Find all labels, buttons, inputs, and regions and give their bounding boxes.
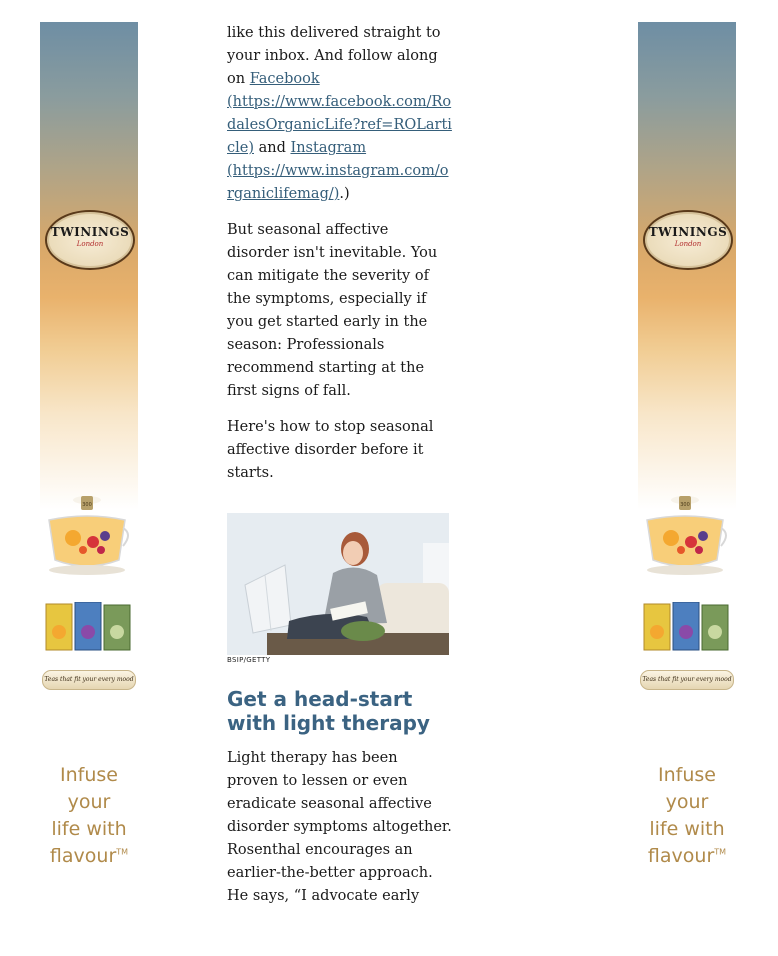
infuse-line-4: flavour™ bbox=[49, 845, 129, 867]
twinings-ad-left[interactable] bbox=[40, 22, 138, 892]
facebook-link[interactable]: Facebook (https://www.facebook.com/RodalesOrganicLife?ref=ROLarticle) bbox=[227, 71, 452, 156]
infuse-line-4: flavour™ bbox=[647, 845, 727, 867]
photo-credit: BSIP/GETTY bbox=[227, 656, 271, 664]
infuse-line-1: Infuse bbox=[658, 764, 716, 786]
twinings-logo bbox=[45, 210, 135, 270]
infuse-line-3: life with bbox=[649, 818, 725, 840]
tea-boxes-icon bbox=[44, 602, 132, 652]
instagram-link[interactable]: Instagram (https://www.instagram.com/organiclifemag/) bbox=[227, 140, 449, 202]
tea-boxes-icon bbox=[642, 602, 730, 652]
ad-banner-gradient bbox=[638, 22, 736, 552]
ad-tagline: Teas that fit your every mood bbox=[640, 670, 734, 690]
infuse-line-2: your bbox=[665, 791, 709, 813]
logo-brand: TWININGS bbox=[50, 225, 130, 239]
article-photo bbox=[227, 513, 449, 655]
infuse-line-2: your bbox=[67, 791, 111, 813]
logo-sub: London bbox=[674, 240, 702, 248]
twinings-ad-right[interactable] bbox=[638, 22, 736, 892]
ad-banner-gradient bbox=[40, 22, 138, 552]
teacup-icon bbox=[641, 490, 729, 578]
paragraph-follow: like this delivered straight to your inbox. And follow along on Facebook (https://www.facebook.com/RodalesOrganicLife?ref=ROLarticle) and Instagram (https://www.instagram.com/organiclifemag/).) bbox=[227, 25, 452, 202]
paragraph-light-therapy: Light therapy has been proven to lessen or even eradicate seasonal affective disorder symptoms altogether. Rosenthal encourages an earlier-the-better approach. He says, “I advocate early bbox=[227, 750, 452, 904]
logo-brand: TWININGS bbox=[648, 225, 728, 239]
cup-badge: 300 bbox=[82, 502, 92, 508]
trademark: TM bbox=[714, 847, 727, 857]
teacup-icon bbox=[43, 490, 131, 578]
cup-badge: 300 bbox=[680, 502, 690, 508]
article-body bbox=[227, 22, 452, 921]
twinings-logo bbox=[643, 210, 733, 270]
infuse-line-1: Infuse bbox=[60, 764, 118, 786]
logo-sub: London bbox=[76, 240, 104, 248]
woman-reading-image bbox=[227, 513, 449, 655]
paragraph-how-to: Here's how to stop seasonal affective disorder before it starts. bbox=[227, 419, 434, 481]
trademark: TM bbox=[116, 847, 129, 857]
section-heading: Get a head-start with light therapy bbox=[227, 687, 430, 735]
infuse-slogan bbox=[638, 762, 736, 870]
paragraph-inevitable: But seasonal affective disorder isn't inevitable. You can mitigate the severity of the symptoms, especially if you get started early in the season: Professionals recommend starting at the first signs of fall. bbox=[227, 222, 438, 399]
infuse-line-3: life with bbox=[51, 818, 127, 840]
infuse-slogan bbox=[40, 762, 138, 870]
ad-tagline: Teas that fit your every mood bbox=[42, 670, 136, 690]
